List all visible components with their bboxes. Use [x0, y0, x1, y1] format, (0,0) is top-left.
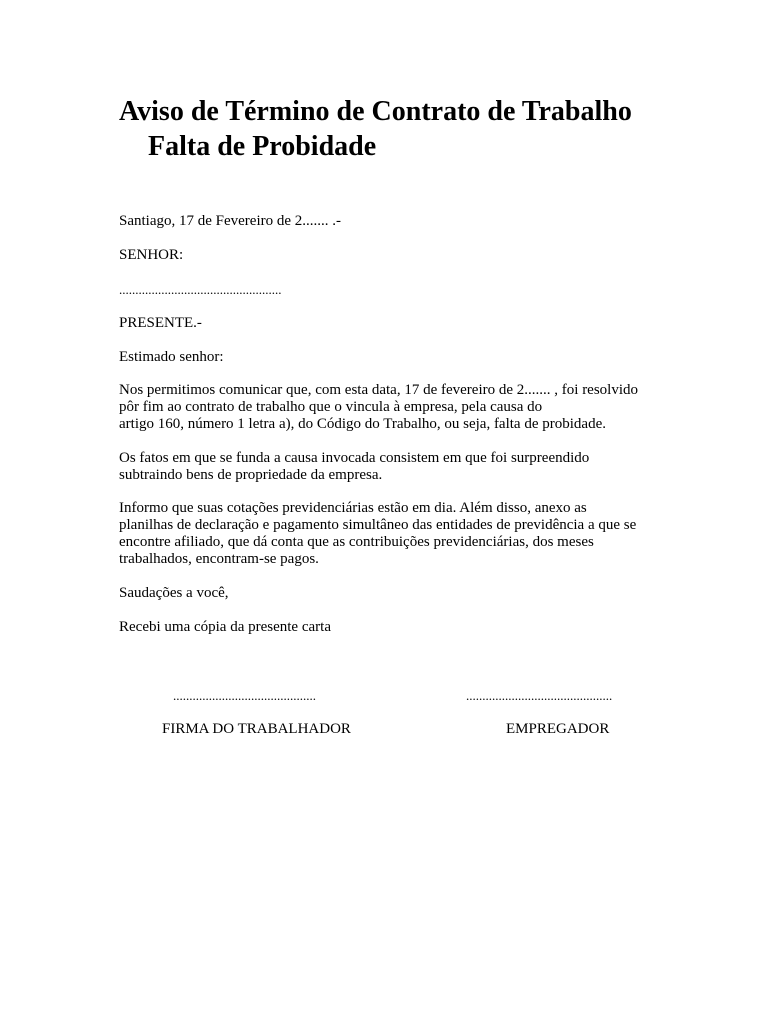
salutation: SENHOR: — [119, 247, 184, 263]
paragraph-1-line-3: artigo 160, número 1 letra a), do Código do Trabalho, ou seja, falta de probidade. — [119, 416, 606, 432]
presente-line: PRESENTE.- — [119, 315, 202, 331]
paragraph-3-line-3: encontre afiliado, que dá conta que as contribuições previdenciárias, dos meses — [119, 534, 594, 550]
greeting: Estimado senhor: — [119, 349, 224, 365]
paragraph-1-line-1: Nos permitimos comunicar que, com esta data, 17 de fevereiro de 2....... , foi resolvido — [119, 382, 639, 398]
recipient-blank-line: .................................................. — [119, 282, 282, 297]
closing: Saudações a você, — [119, 585, 229, 601]
paragraph-2-line-2: subtraindo bens de propriedade da empresa. — [119, 467, 383, 483]
worker-signature-line: ............................................ — [173, 688, 316, 703]
paragraph-3-line-1: Informo que suas cotações previdenciárias estão em dia. Além disso, anexo as — [119, 500, 587, 516]
paragraph-2-line-1: Os fatos em que se funda a causa invocada consistem em que foi surpreendido — [119, 450, 590, 466]
employer-signature-line: ............................................. — [466, 688, 613, 703]
paragraph-1-line-2: pôr fim ao contrato de trabalho que o vincula à empresa, pela causa do — [119, 399, 543, 415]
title-line-2: Falta de Probidade — [148, 131, 377, 162]
paragraph-3-line-2: planilhas de declaração e pagamento simultâneo das entidades de previdência a que se — [119, 517, 637, 533]
title-line-1: Aviso de Término de Contrato de Trabalho — [119, 96, 632, 127]
worker-signature-label: FIRMA DO TRABALHADOR — [162, 721, 351, 737]
document-title — [119, 96, 632, 163]
receipt-line: Recebi uma cópia da presente carta — [119, 619, 331, 635]
employer-signature-label: EMPREGADOR — [506, 721, 610, 737]
paragraph-3-line-4: trabalhados, encontram-se pagos. — [119, 551, 319, 567]
date-line: Santiago, 17 de Fevereiro de 2....... .- — [119, 213, 342, 229]
